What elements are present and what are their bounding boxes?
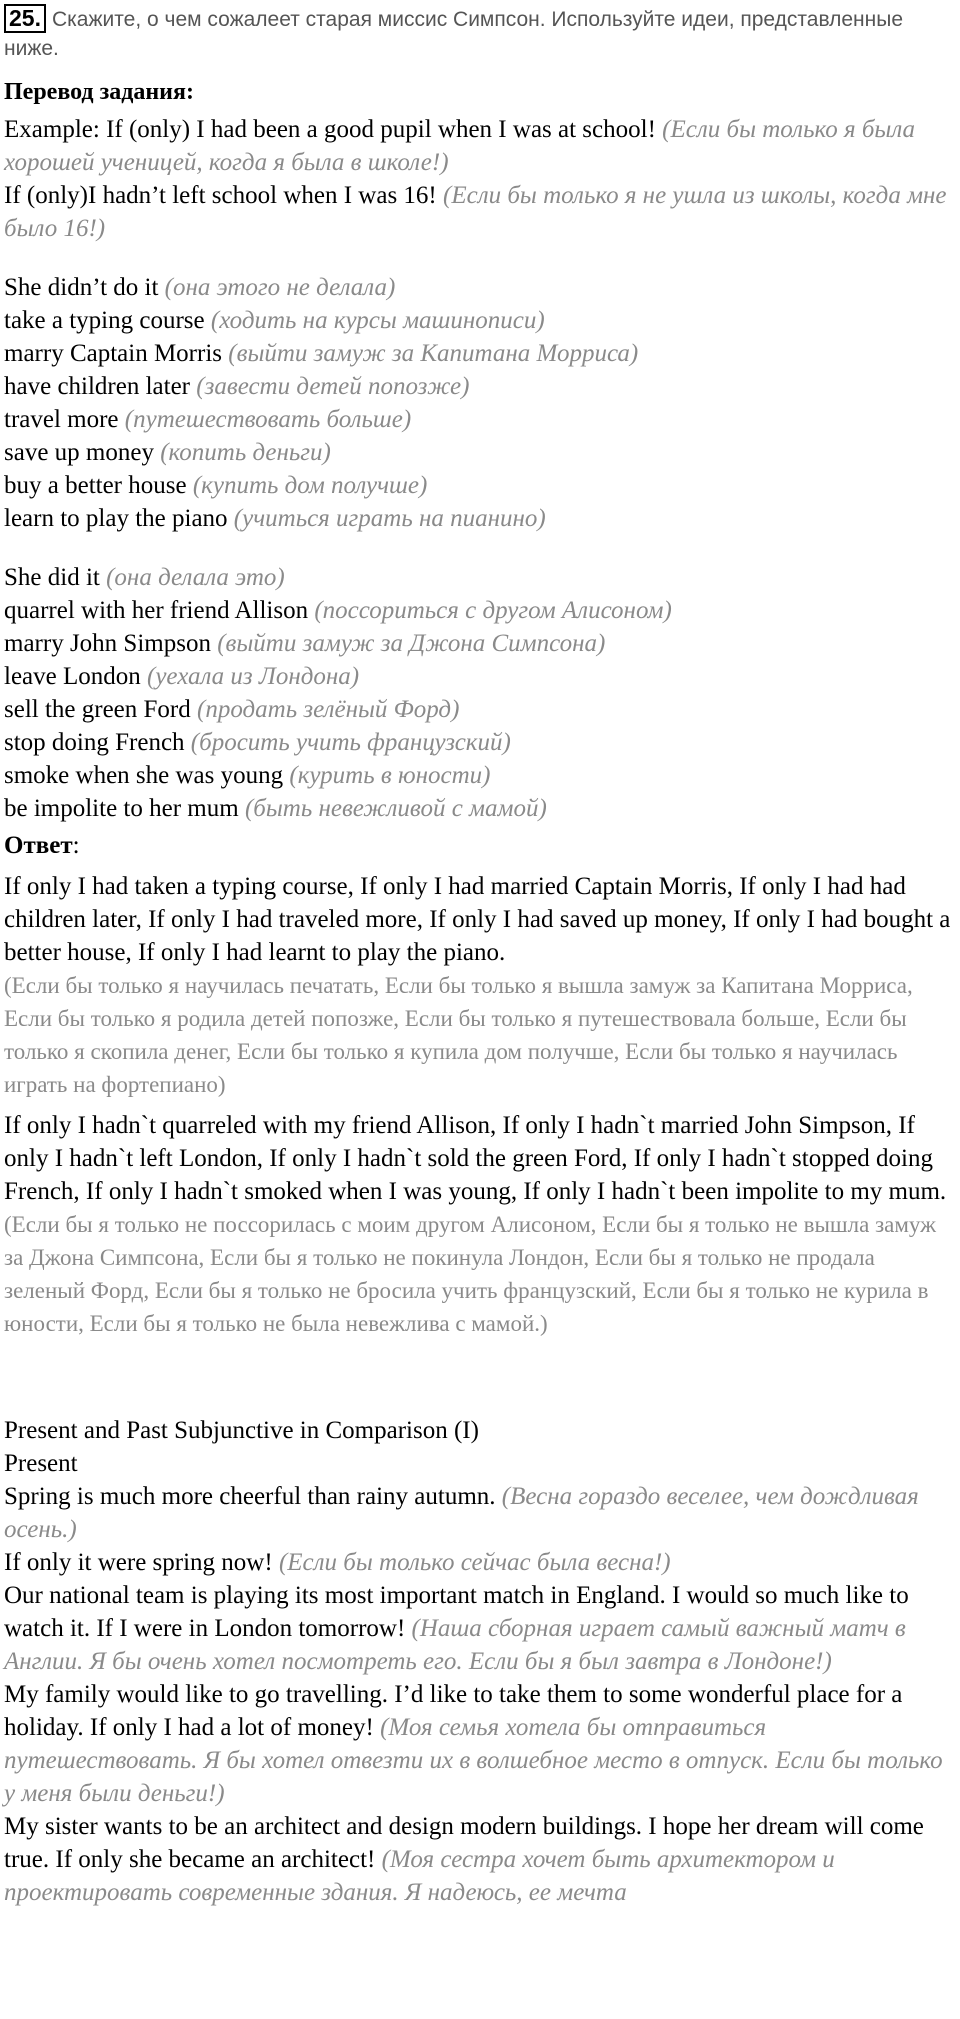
item-ru: (поссориться с другом Алисоном) (314, 597, 672, 624)
list-item (4, 594, 956, 627)
list-item (4, 403, 956, 436)
item-ru: (уехала из Лондона) (147, 663, 360, 690)
list-item (4, 759, 956, 792)
list-item (4, 469, 956, 502)
list-item (4, 726, 956, 759)
item-en: marry John Simpson (4, 630, 211, 657)
item-ru: (курить в юности) (289, 762, 491, 789)
didnt-heading-ru: (она этого не делала) (164, 274, 396, 301)
item-ru: (Моя семья хотела бы отправиться путешествовать. Я бы хотел отвезти их в волшебное место в отпуск. Если бы только у меня были деньги!) (4, 1714, 943, 1807)
answer-paragraph-en: If only I had taken a typing course, If only I had married Captain Morris, If only I had had children later, If only I had traveled more, If only I had saved up money, If only I had bought a better house, If only I had learnt to play the piano. (4, 873, 951, 966)
item-ru: (Весна гораздо веселее, чем дождливая осень.) (4, 1483, 919, 1543)
list-item (4, 370, 956, 403)
item-en: have children later (4, 373, 191, 400)
item-en: My sister wants to be an architect and design modern buildings. I hope her dream will come true. If only she became an architect! (4, 1813, 924, 1873)
example-ru: (Если бы только я не ушла из школы, когда мне было 16!) (4, 182, 947, 242)
item-ru: (Моя сестра хочет быть архитектором и проектировать современные здания. Я надеюсь, ее мечта (4, 1846, 835, 1906)
item-ru: (Наша сборная играет самый важный матч в Англии. Я бы очень хотел посмотреть его. Если бы я был завтра в Лондоне!) (4, 1615, 906, 1675)
item-ru: (Если бы только сейчас была весна!) (278, 1549, 671, 1576)
section-item (4, 1480, 956, 1546)
answer-paragraph-ru: (Если бы я только не поссорилась с моим другом Алисоном, Если бы я только не вышла замуж за Джона Симпсона, Если бы я только не покинула Лондон, Если бы я только не продала зеленый Форд, Если бы я только не бросила учить французский, Если бы я только не курила в юности, Если бы я только не была невежлива с мамой.) (4, 1212, 937, 1336)
item-en: learn to play the piano (4, 505, 228, 532)
list-item (4, 693, 956, 726)
example-prefix: Example (4, 116, 93, 143)
list-item (4, 792, 956, 825)
item-en: leave London (4, 663, 141, 690)
list-item (4, 337, 956, 370)
did-heading (4, 561, 956, 594)
item-en: Our national team is playing its most important match in England. I would so much like to watch it. If I were in London tomorrow! (4, 1582, 909, 1642)
item-en: My family would like to go travelling. I’d like to take them to some wonderful place for a holiday. If only I had a lot of money! (4, 1681, 903, 1741)
item-en: quarrel with her friend Allison (4, 597, 309, 624)
did-heading-en: She did it (4, 564, 100, 591)
translation-heading: Перевод задания: (4, 79, 194, 105)
answer-paragraph-ru: (Если бы только я научилась печатать, Если бы только я вышла замуж за Капитана Морриса, Если бы только я родила детей попозже, Если бы только я путешествовала больше, Если бы только я скопила денег, Если бы только я купила дом получше, Если бы только я научилась играть на фортепиано) (4, 973, 913, 1097)
list-item (4, 627, 956, 660)
task-header (4, 4, 956, 63)
item-en: save up money (4, 439, 154, 466)
section-item (4, 1546, 956, 1579)
item-en: smoke when she was young (4, 762, 284, 789)
item-en: be impolite to her mum (4, 795, 239, 822)
task-number: 25. (4, 4, 46, 33)
item-en: Spring is much more cheerful than rainy autumn. (4, 1483, 496, 1510)
example-line (4, 113, 956, 179)
item-en: buy a better house (4, 472, 187, 499)
item-ru: (завести детей попозже) (196, 373, 470, 400)
answer-paragraph-en: If only I hadn`t quarreled with my friend Allison, If only I hadn`t married John Simpson, If only I hadn`t left London, If only I hadn`t sold the green Ford, If only I hadn`t stopped doing French, If only I hadn`t smoked when I was young, If only I hadn`t been impolite to my mum. (4, 1112, 947, 1205)
task-instruction: Скажите, о чем сожалеет старая миссис Симпсон. Используйте идеи, представленные ниже. (4, 8, 904, 60)
section-title: Present and Past Subjunctive in Comparison (I) (4, 1417, 479, 1444)
did-heading-ru: (она делала это) (106, 564, 285, 591)
list-item (4, 660, 956, 693)
answer-label-text: Ответ (4, 832, 73, 859)
answer-label (4, 829, 956, 862)
section-item (4, 1810, 956, 1909)
list-item (4, 436, 956, 469)
item-en: marry Captain Morris (4, 340, 223, 367)
example-en: If (only)I hadn’t left school when I was 16! (4, 182, 437, 209)
item-en: take a typing course (4, 307, 205, 334)
item-ru: (выйти замуж за Джона Симпсона) (217, 630, 606, 657)
didnt-heading-en: She didn’t do it (4, 274, 159, 301)
section-subtitle: Present (4, 1450, 78, 1477)
item-ru: (ходить на курсы машинописи) (210, 307, 545, 334)
item-ru: (бросить учить французский) (190, 729, 511, 756)
item-en: travel more (4, 406, 119, 433)
item-ru: (купить дом получше) (192, 472, 428, 499)
section-item (4, 1678, 956, 1810)
item-ru: (копить деньги) (160, 439, 331, 466)
answer-colon: : (72, 832, 80, 859)
didnt-heading (4, 271, 956, 304)
list-item (4, 304, 956, 337)
example-line (4, 179, 956, 245)
example-ru: (Если бы только я была хорошей ученицей, когда я была в школе!) (4, 116, 916, 176)
section-item (4, 1579, 956, 1678)
item-ru: (выйти замуж за Капитана Морриса) (228, 340, 639, 367)
item-en: If only it were spring now! (4, 1549, 273, 1576)
item-ru: (быть невежливой с мамой) (244, 795, 547, 822)
list-item (4, 502, 956, 535)
item-ru: (путешествовать больше) (124, 406, 412, 433)
item-ru: (продать зелёный Форд) (197, 696, 460, 723)
item-en: stop doing French (4, 729, 185, 756)
item-en: sell the green Ford (4, 696, 191, 723)
example-sep: : (92, 116, 107, 143)
item-ru: (учиться играть на пианино) (233, 505, 546, 532)
example-en: If (only) I had been a good pupil when I was at school! (106, 116, 656, 143)
